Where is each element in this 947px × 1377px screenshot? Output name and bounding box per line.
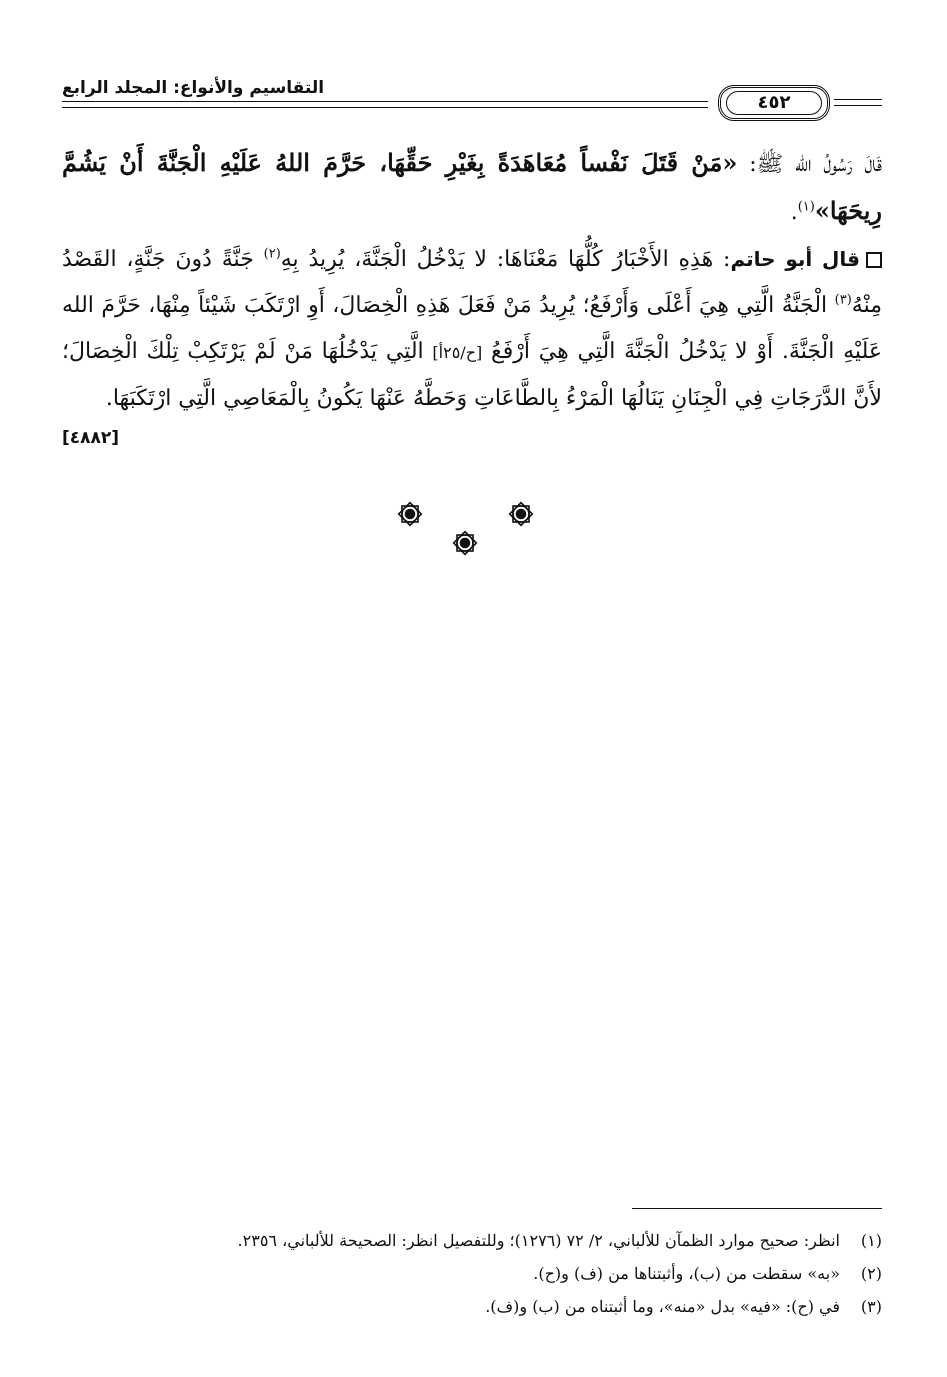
flower-ornament-icon xyxy=(506,499,536,529)
paragraph-marker-icon xyxy=(866,252,882,268)
page-header xyxy=(62,72,882,122)
footnote-item xyxy=(62,1290,882,1323)
commentary-part: الْجَنَّةُ الَّتِي هِيَ أَعْلَى وَأَرْفَعُ؛ يُرِيدُ مَنْ فَعَلَ هَذِهِ الْخِصَالَ، أَوِ ارْتَكَبَ شَيْئاً مِنْهَا، حَرَّمَ الله عَلَيْهِ الْجَنَّةَ. أَوْ لا يَدْخُلُ الْجَنَّةَ الَّتِي هِيَ أَرْفَعُ xyxy=(62,293,882,364)
footnote-text: «به» سقطت من (ب)، وأثبتناها من (ف) و(ح). xyxy=(533,1264,840,1283)
footnote-text: انظر: صحيح موارد الظمآن للألباني، ٢/ ٧٢ (١٢٧٦)؛ وللتفصيل انظر: الصحيحة للألباني، ٢٣٥٦. xyxy=(237,1231,840,1250)
header-rule xyxy=(62,107,708,108)
footnote-text: في (ح): «فيه» بدل «منه»، وما أثبتناه من (ب) و(ف). xyxy=(485,1297,840,1316)
hadith-end: . xyxy=(790,200,798,225)
hadith-paragraph xyxy=(62,140,882,236)
footnote-item xyxy=(62,1257,882,1290)
page-number-badge xyxy=(718,85,830,121)
commentary-part: الَّتِي يَدْخُلُهَا مَنْ لَمْ يَرْتَكِبْ تِلْكَ الْخِصَالَ؛ لأَنَّ الدَّرَجَاتِ فِي الْجِنَانِ يَنَالُهَا الْمَرْءُ بِالطَّاعَاتِ وَحَطَّهُ عَنْهَا يَكُونُ بِالْمَعَاصِي الَّتِي ارْتَكَبَهَا. xyxy=(62,339,882,411)
speaker-label: قال أبو حاتم xyxy=(730,247,861,271)
main-text xyxy=(62,140,882,422)
footnote-ref-3[interactable]: (٣) xyxy=(834,292,852,308)
flower-ornament-icon xyxy=(395,499,425,529)
footnote-ref-2[interactable]: (٢) xyxy=(263,246,281,262)
header-rule-end xyxy=(834,105,882,106)
footnote-item xyxy=(62,1224,882,1257)
footnote-number: (٣) xyxy=(860,1297,882,1316)
running-title: التقاسيم والأنواع: المجلد الرابع xyxy=(62,78,325,98)
footnote-number: (١) xyxy=(860,1231,882,1250)
manuscript-reference: [ح/٢٥أ] xyxy=(432,343,483,362)
hadith-intro: قَالَ رَسُولُ الله ﷺ: xyxy=(737,152,882,177)
hadith-entry-number: [٤٨٨٢] xyxy=(62,428,120,448)
header-rule-end xyxy=(834,99,882,100)
header-rule xyxy=(62,101,708,102)
hadith-text: «مَنْ قَتَلَ نَفْساً مُعَاهَدَةً بِغَيْرِ حَقِّهَا، حَرَّمَ اللهُ عَلَيْهِ الْجَنَّةَ أَنْ يَشُمَّ رِيحَهَا» xyxy=(62,148,882,225)
footnote-ref-1[interactable]: (١) xyxy=(797,199,815,215)
flower-ornament-icon xyxy=(450,528,480,558)
commentary-part: : هَذِهِ الأَخْبَارُ كُلُّهَا مَعْنَاهَا: لا يَدْخُلُ الْجَنَّةَ، يُرِيدُ بِهِ xyxy=(280,247,731,272)
page-number: ٤٥٢ xyxy=(757,92,791,113)
footnote-number: (٢) xyxy=(860,1264,882,1283)
footnotes xyxy=(62,1224,882,1323)
commentary-paragraph xyxy=(62,236,882,422)
commentary-part: جَنَّةً دُونَ جَنَّةٍ، القَصْدُ مِنْهُ xyxy=(62,247,882,318)
footnote-separator xyxy=(632,1208,882,1209)
